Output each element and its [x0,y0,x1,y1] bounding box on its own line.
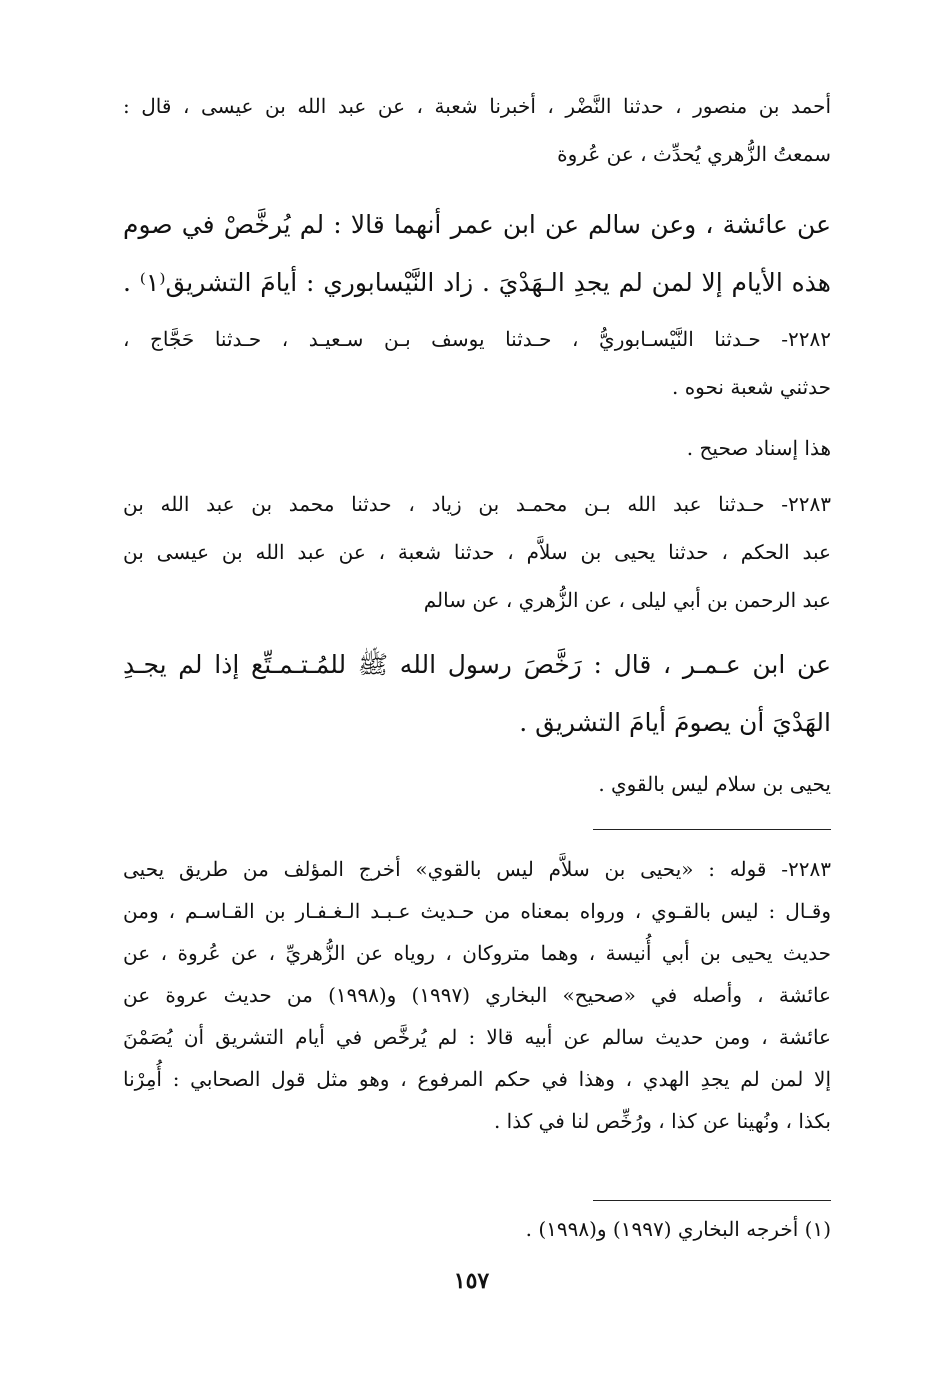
hadith-2283-matn [123,636,831,752]
footnote-separator [593,1200,831,1201]
text-line: حديث يحيى بن أبي أُنيسة ، وهما متروكان ، روياه عن الزُّهريِّ ، عن عُروة ، عن [123,941,831,965]
text-line: أحمد بن منصور ، حدثنا النَّضْر ، أخبرنا شعبة ، عن عبد الله بن عيسى ، قال : [123,94,831,118]
text-line: عائشة ، ومن حديث سالم عن أبيه قالا : لم يُرخَّص في أيام التشريق أن يُصَمْنَ [123,1025,831,1049]
text-line: الهَدْيَ أن يصومَ أيامَ التشريق . [519,708,831,737]
hadith-2283-isnad [123,480,831,624]
narrator-note [123,760,831,808]
text-line: بكذا ، ونُهينا عن كذا ، ورُخِّص لنا في كذا . [493,1109,831,1133]
commentary-separator [593,829,831,830]
hadith-text [123,196,831,312]
text-line: عن عائشة ، وعن سالم عن ابن عمر أنهما قالا : لم يُرخَّصْ في صوم [123,210,831,239]
page-number: ١٥٧ [453,1268,490,1294]
text-line: وقـال : ليس بالقـوي ، ورواه بمعناه من حـديث عـبـد الـغـفـار بن القـاسـم ، ومن [123,899,831,923]
text-line: عائشة ، وأصله في «صحيح» البخاري (١٩٩٧) و(١٩٩٨) من حديث عروة عن [123,983,831,1007]
footnote-text: (١) أخرجه البخاري (١٩٩٧) و(١٩٩٨) . [525,1217,831,1241]
text-line: عبد الرحمن بن أبي ليلى ، عن الزُّهري ، عن سالم [423,588,831,612]
text-line: سمعتُ الزُّهري يُحدِّث ، عن عُروة [557,142,831,166]
hadith-2282-isnad [123,315,831,411]
text-line: هذا إسناد صحيح . [686,436,831,460]
isnad-text [123,82,831,178]
text-line: عبد الحكم ، حدثنا يحيى بن سلاَّم ، حدثنا شعبة ، عن عبد الله بن عيسى بن [123,540,831,564]
text-line: ٢٢٨٣- حـدثنا عبد الله بـن محمـد بن زياد ، حدثنا محمد بن عبد الله بن [123,492,831,516]
text-line: يحيى بن سلام ليس بالقوي . [598,772,831,796]
text-line: عن ابن عـمـر ، قال : رَخَّصَ رسول الله ﷺ للمُـتـمـتِّع إذا لم يجـدِ [123,650,831,679]
text-line: ٢٢٨٣- قوله : «يحيى بن سلاَّم ليس بالقوي» أخرج المؤلف من طريق يحيى [123,857,831,881]
commentary-text [123,848,831,1142]
text-line: هذه الأيام إلا لمن لم يجدِ الـهَدْيَ . زاد النَّيْسابوري : أيامَ التشريق⁽١⁾ . [123,268,831,297]
text-line: ٢٢٨٢- حـدثنا النَّيْسـابوريُّ ، حـدثنا يوسف بـن سـعيـد ، حـدثنا حَجَّاج ، [123,327,831,351]
text-line: حدثني شعبة نحوه . [671,375,831,399]
footnote [123,1208,831,1250]
isnad-grading [123,424,831,472]
text-line: إلا لمن لم يجدِ الهدي ، وهذا في حكم المرفوع ، وهو مثل قول الصحابي : أُمِرْنا [123,1067,831,1091]
